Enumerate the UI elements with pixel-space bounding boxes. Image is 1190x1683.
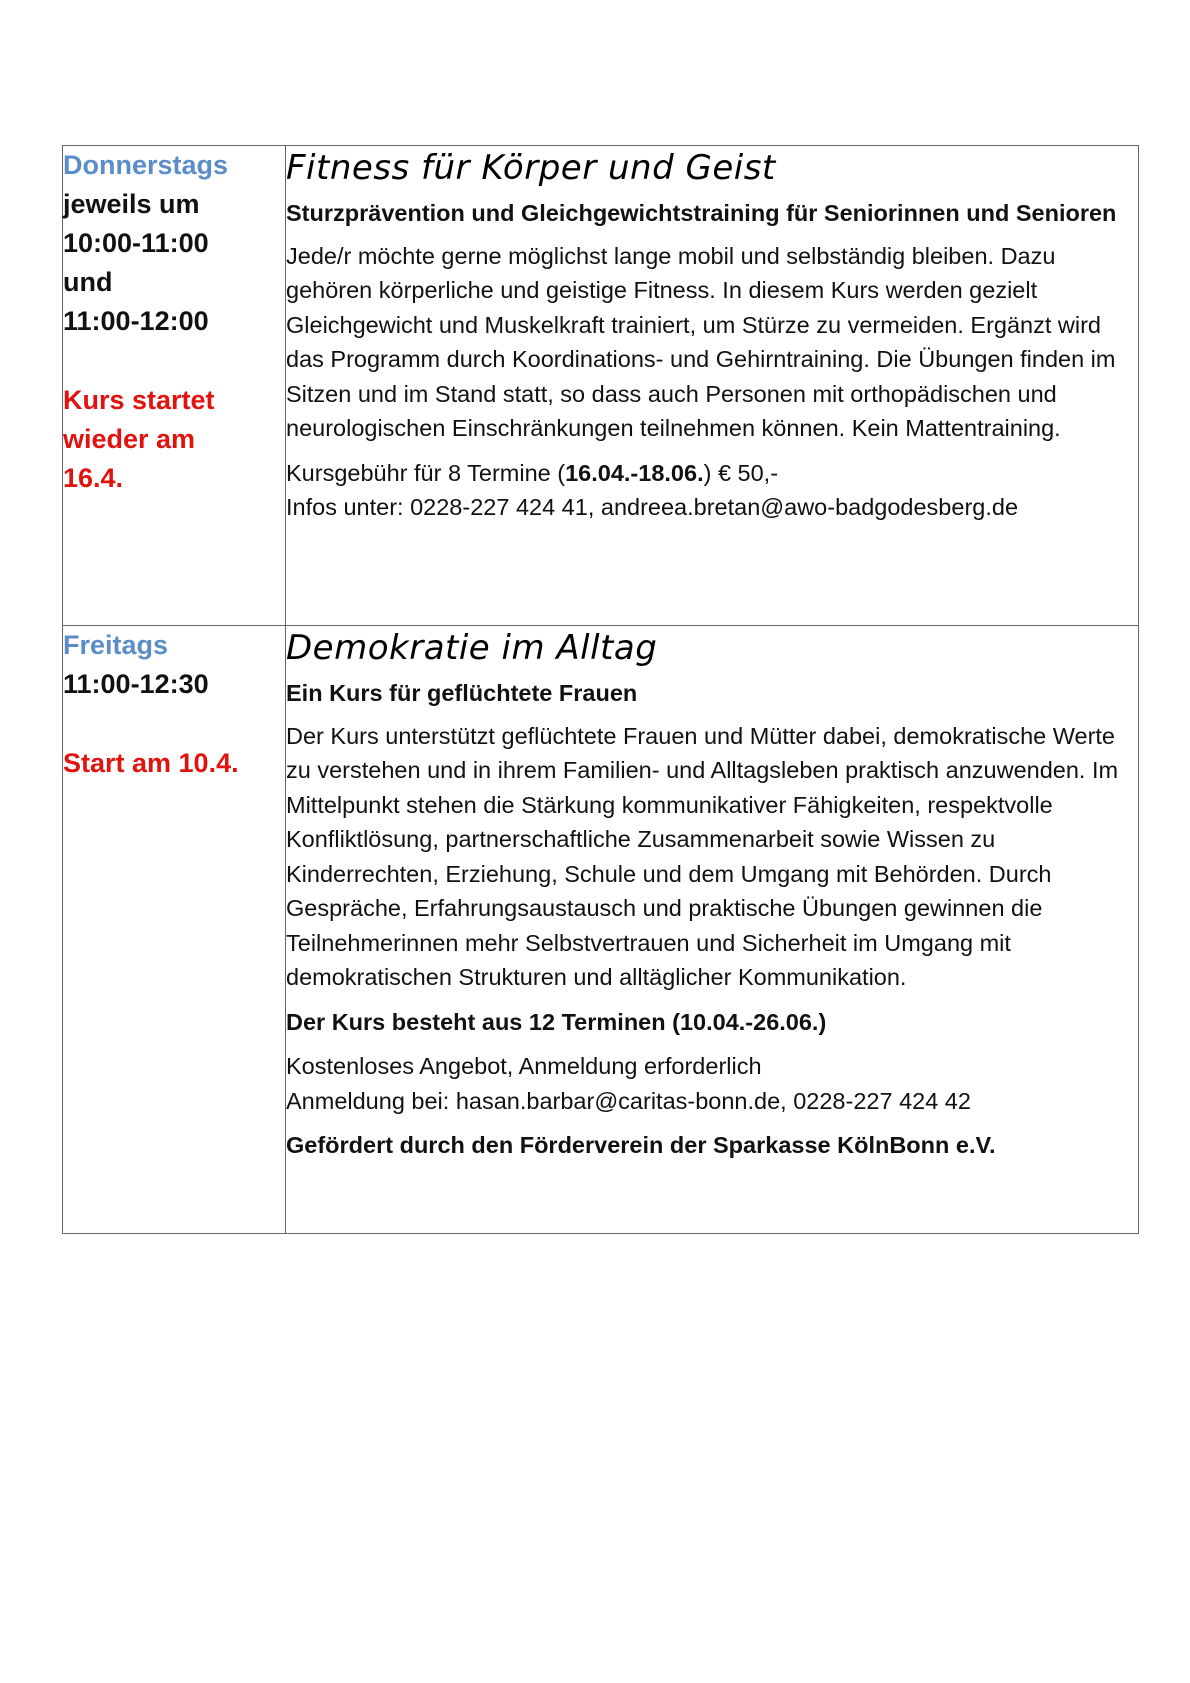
schedule-line: 11:00-12:00 <box>63 306 209 336</box>
fee-suffix: ) € 50,- <box>703 459 779 486</box>
start-note-line: wieder am <box>63 424 196 454</box>
course-title: Fitness für Körper und Geist <box>286 148 776 188</box>
course-registration: Anmeldung bei: hasan.barbar@caritas-bonn.de, 0228-227 424 42 <box>286 1087 971 1114</box>
course-description-cell <box>286 626 1139 1234</box>
course-subtitle: Ein Kurs für geflüchtete Frauen <box>286 680 638 706</box>
course-registration-block <box>286 1049 1138 1118</box>
start-note-line: 16.4. <box>63 463 124 493</box>
course-sponsor: Gefördert durch den Förderverein der Sparkasse KölnBonn e.V. <box>286 1132 996 1158</box>
schedule-line: 10:00-11:00 <box>63 228 209 258</box>
start-note <box>63 381 285 498</box>
course-fee <box>286 456 1138 491</box>
course-offer: Kostenloses Angebot, Anmeldung erforderlich <box>286 1053 762 1079</box>
course-contact: Infos unter: 0228-227 424 41, andreea.bretan@awo-badgodesberg.de <box>286 494 1019 520</box>
fee-prefix: Kursgebühr für 8 Termine ( <box>286 459 566 486</box>
course-row-fitness <box>63 146 1139 626</box>
course-body: Jede/r möchte gerne möglichst lange mobil und selbständig bleiben. Dazu gehören körperliche und geistige Fitness. In diesem Kurs werden gezielt Gleichgewicht und Muskelkraft trainiert, um Stürze zu vermeiden. Ergänzt wird das Programm durch Koordinations- und Gehirntraining. Die Übungen finden im Sitzen und im Stand statt, so dass auch Personen mit orthopädischen und neurologischen Einschränkungen teilnehmen können. Kein Mattentraining. <box>286 242 1116 441</box>
course-title: Demokratie im Alltag <box>286 628 658 668</box>
schedule-line: 11:00-12:30 <box>63 669 209 699</box>
schedule-cell <box>63 146 286 626</box>
start-note-line: Kurs startet <box>63 385 215 415</box>
start-note-line: Start am 10.4. <box>63 748 239 778</box>
schedule-line: jeweils um <box>63 189 200 219</box>
course-sessions: Der Kurs besteht aus 12 Terminen (10.04.-26.06.) <box>286 1008 827 1035</box>
course-day: Donnerstags <box>63 150 229 180</box>
schedule-cell <box>63 626 286 1234</box>
course-description-cell <box>286 146 1139 626</box>
course-fee-block <box>286 456 1138 525</box>
course-subtitle: Sturzprävention und Gleichgewichtstraining für Seniorinnen und Senioren <box>286 200 1117 226</box>
course-row-demokratie <box>63 626 1139 1234</box>
start-note <box>63 744 285 783</box>
fee-dates: 16.04.-18.06. <box>565 459 704 486</box>
schedule-line: und <box>63 267 113 297</box>
course-body: Der Kurs unterstützt geflüchtete Frauen und Mütter dabei, demokratische Werte zu verstehen und in ihrem Familien- und Alltagsleben praktisch anzuwenden. Im Mittelpunkt stehen die Stärkung kommunikativer Fähigkeiten, respektvolle Konfliktlösung, partnerschaftliche Zusammenarbeit sowie Wissen zu Kinderrechten, Erziehung, Schule und dem Umgang mit Behörden. Durch Gespräche, Erfahrungsaustausch und praktische Übungen gewinnen die Teilnehmerinnen mehr Selbstvertrauen und Sicherheit im Umgang mit demokratischen Strukturen und alltäglicher Kommunikation. <box>286 722 1119 990</box>
course-table <box>62 145 1139 1234</box>
course-day: Freitags <box>63 630 169 660</box>
